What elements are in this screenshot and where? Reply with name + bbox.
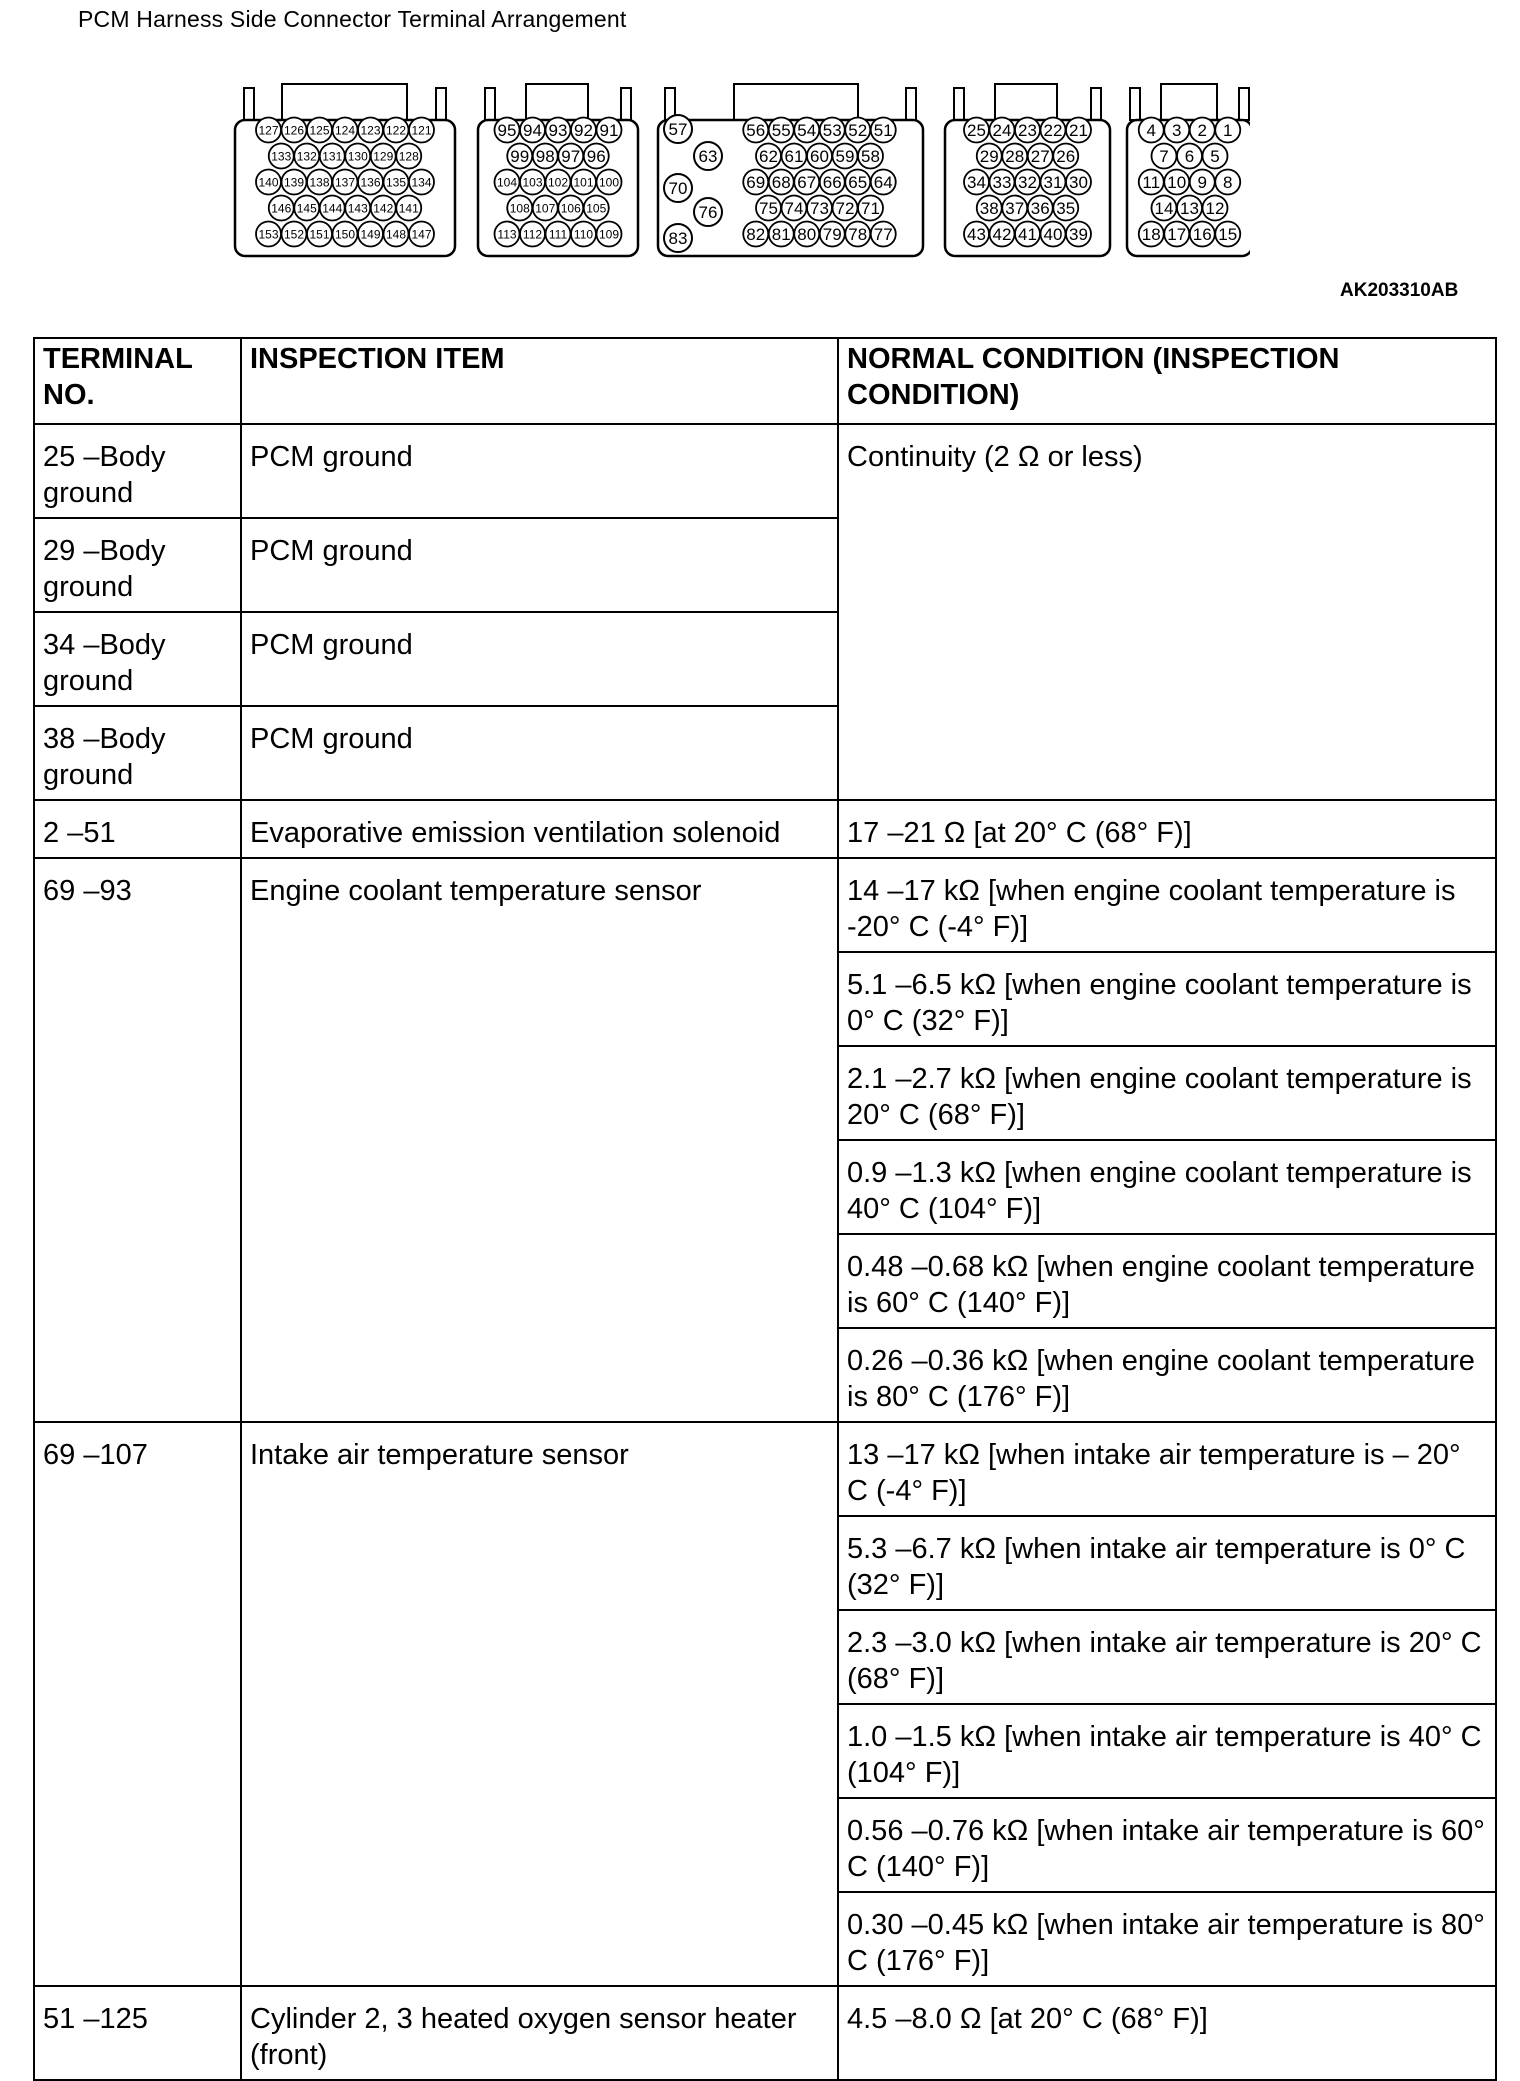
pin-label: 14 xyxy=(1154,199,1174,219)
pin-label: 127 xyxy=(258,123,279,138)
pin-label: 141 xyxy=(398,201,419,216)
pin-label: 73 xyxy=(810,199,829,219)
pin-label: 110 xyxy=(573,227,594,242)
pin-label: 58 xyxy=(861,147,880,167)
pin-label: 91 xyxy=(599,121,619,141)
pin-label: 140 xyxy=(258,175,279,190)
pin-label: 104 xyxy=(496,175,518,190)
pin-label: 76 xyxy=(698,203,718,222)
table-row xyxy=(34,1422,1496,1516)
pin-label: 92 xyxy=(574,121,593,141)
pin-label: 143 xyxy=(347,201,368,216)
pin-label: 71 xyxy=(861,199,880,219)
condition-cell: 0.26 –0.36 kΩ [when engine coolant temperature is 80° C (176° F)] xyxy=(838,1328,1496,1422)
pin-label: 70 xyxy=(668,179,688,198)
pin-label: 42 xyxy=(992,225,1012,245)
pin-label: 10 xyxy=(1167,173,1187,193)
pin-label: 74 xyxy=(784,199,804,219)
pin-label: 135 xyxy=(385,175,407,190)
pin-label: 72 xyxy=(835,199,855,219)
header-normal-condition: NORMAL CONDITION (INSPECTION CONDITION) xyxy=(838,338,1496,424)
pin-label: 63 xyxy=(698,147,718,166)
pin-label: 57 xyxy=(668,120,688,139)
pin-label: 24 xyxy=(992,121,1012,141)
pin-label: 75 xyxy=(759,199,778,219)
condition-cell: 13 –17 kΩ [when intake air temperature is – 20° C (-4° F)] xyxy=(838,1422,1496,1516)
pin-label: 40 xyxy=(1043,225,1063,245)
pin-label: 146 xyxy=(271,201,292,216)
pin-label: 97 xyxy=(561,147,581,167)
pin-label: 79 xyxy=(822,225,842,245)
terminal-cell: 25 –Body ground xyxy=(34,424,241,518)
pin-label: 36 xyxy=(1030,199,1050,219)
pin-label: 123 xyxy=(360,123,381,138)
connector-lock-tab xyxy=(1161,84,1217,120)
pin-label: 59 xyxy=(835,147,855,167)
pin-label: 33 xyxy=(992,173,1012,193)
pin-label: 80 xyxy=(797,225,817,245)
pin-label: 51 xyxy=(873,121,893,141)
pin-label: 150 xyxy=(334,227,356,242)
pin-label: 26 xyxy=(1056,147,1076,167)
pin-label: 54 xyxy=(797,121,817,141)
header-terminal: TERMINAL NO. xyxy=(34,338,241,424)
pin-label: 25 xyxy=(967,121,986,141)
pin-label: 34 xyxy=(967,173,986,193)
pin-label: 67 xyxy=(797,173,817,193)
figure-caption: PCM Harness Side Connector Terminal Arrangement xyxy=(78,6,627,32)
pin-label: 28 xyxy=(1005,147,1025,167)
pin-label: 35 xyxy=(1056,199,1076,219)
pin-label: 3 xyxy=(1172,121,1182,141)
pin-label: 100 xyxy=(598,175,620,190)
connector-ear xyxy=(906,88,916,120)
pin-label: 132 xyxy=(296,149,317,164)
pin-label: 7 xyxy=(1159,147,1169,167)
condition-cell: 17 –21 Ω [at 20° C (68° F)] xyxy=(838,800,1496,858)
item-cell: Intake air temperature sensor xyxy=(241,1422,838,1986)
pin-label: 39 xyxy=(1069,225,1088,245)
pin-label: 6 xyxy=(1184,147,1195,167)
connector-ear xyxy=(1091,88,1101,120)
pin-label: 108 xyxy=(509,201,530,216)
connector-ear xyxy=(954,88,964,120)
condition-cell: 2.3 –3.0 kΩ [when intake air temperature is 20° C (68° F)] xyxy=(838,1610,1496,1704)
pin-label: 21 xyxy=(1069,121,1088,141)
pin-label: 112 xyxy=(522,227,543,242)
item-cell: PCM ground xyxy=(241,612,838,706)
pin-label: 12 xyxy=(1205,199,1225,219)
pin-label: 136 xyxy=(360,175,381,190)
pin-label: 109 xyxy=(598,227,620,242)
pin-label: 153 xyxy=(258,227,279,242)
pin-label: 41 xyxy=(1018,225,1037,245)
terminal-cell: 69 –93 xyxy=(34,858,241,1422)
pin-label: 43 xyxy=(967,225,986,245)
pin-label: 148 xyxy=(385,227,407,242)
table-row xyxy=(34,800,1496,858)
condition-cell: Continuity (2 Ω or less) xyxy=(838,424,1496,800)
pin-label: 81 xyxy=(771,225,791,245)
connector-5 xyxy=(1127,84,1250,256)
pin-label: 96 xyxy=(586,147,606,167)
pin-label: 53 xyxy=(822,121,842,141)
table-row xyxy=(34,424,1496,518)
pin-label: 69 xyxy=(746,173,766,193)
header-inspection-item: INSPECTION ITEM xyxy=(241,338,838,424)
condition-cell: 14 –17 kΩ [when engine coolant temperature is -20° C (-4° F)] xyxy=(838,858,1496,952)
connector-1 xyxy=(235,84,455,256)
table-row xyxy=(34,1986,1496,2080)
item-cell: Cylinder 2, 3 heated oxygen sensor heater (front) xyxy=(241,1986,838,2080)
connector-ear xyxy=(436,88,446,120)
connector-ear xyxy=(485,88,495,120)
item-cell: Engine coolant temperature sensor xyxy=(241,858,838,1422)
pin-label: 5 xyxy=(1210,147,1220,167)
pin-label: 129 xyxy=(373,149,394,164)
condition-cell: 0.56 –0.76 kΩ [when intake air temperature is 60° C (140° F)] xyxy=(838,1798,1496,1892)
pin-label: 62 xyxy=(759,147,778,167)
pin-label: 111 xyxy=(548,227,568,242)
connector-lock-tab xyxy=(526,84,588,120)
pin-label: 138 xyxy=(309,175,330,190)
pin-label: 130 xyxy=(347,149,368,164)
item-cell: Evaporative emission ventilation solenoid xyxy=(241,800,838,858)
connector-ear xyxy=(1239,88,1249,120)
pin-label: 61 xyxy=(784,147,804,167)
pin-label: 18 xyxy=(1141,225,1161,245)
connector-ear xyxy=(1130,88,1140,120)
connector-lock-tab xyxy=(282,84,407,120)
pin-label: 78 xyxy=(848,225,868,245)
pin-label: 101 xyxy=(573,175,594,190)
pin-label: 2 xyxy=(1197,121,1207,141)
connector-2 xyxy=(478,84,638,256)
pin-label: 37 xyxy=(1005,199,1025,219)
pin-label: 9 xyxy=(1197,173,1207,193)
pin-label: 65 xyxy=(848,173,868,193)
pin-label: 95 xyxy=(497,121,517,141)
pin-label: 125 xyxy=(309,123,330,138)
pin-label: 11 xyxy=(1142,173,1161,193)
condition-cell: 0.30 –0.45 kΩ [when intake air temperature is 80° C (176° F)] xyxy=(838,1892,1496,1986)
pin-label: 16 xyxy=(1192,225,1212,245)
figure-code: AK203310AB xyxy=(1340,280,1459,301)
connector-lock-tab xyxy=(995,84,1057,120)
pin-label: 147 xyxy=(411,227,432,242)
connector-ear xyxy=(244,88,254,120)
connector-lock-tab xyxy=(734,84,858,120)
pin-label: 64 xyxy=(873,173,893,193)
pin-label: 56 xyxy=(746,121,766,141)
pin-label: 83 xyxy=(668,229,688,248)
pin-label: 98 xyxy=(535,147,555,167)
table-header-row xyxy=(34,338,1496,424)
pin-label: 22 xyxy=(1043,121,1063,141)
pin-label: 55 xyxy=(771,121,791,141)
pin-label: 93 xyxy=(548,121,568,141)
inspection-table xyxy=(33,337,1497,2081)
condition-cell: 0.48 –0.68 kΩ [when engine coolant temperature is 60° C (140° F)] xyxy=(838,1234,1496,1328)
pin-label: 27 xyxy=(1030,147,1050,167)
pin-label: 32 xyxy=(1018,173,1037,193)
pin-label: 142 xyxy=(373,201,394,216)
pin-label: 121 xyxy=(411,123,432,138)
condition-cell: 1.0 –1.5 kΩ [when intake air temperature is 40° C (104° F)] xyxy=(838,1704,1496,1798)
condition-cell: 5.1 –6.5 kΩ [when engine coolant temperature is 0° C (32° F)] xyxy=(838,952,1496,1046)
pin-label: 77 xyxy=(873,225,893,245)
pin-label: 124 xyxy=(334,123,356,138)
connector-diagram xyxy=(230,78,1250,263)
pin-label: 38 xyxy=(979,199,999,219)
terminal-cell: 69 –107 xyxy=(34,1422,241,1986)
connector-3 xyxy=(658,84,923,256)
pin-label: 17 xyxy=(1167,225,1187,245)
pin-label: 113 xyxy=(497,227,517,242)
terminal-cell: 34 –Body ground xyxy=(34,612,241,706)
terminal-cell: 29 –Body ground xyxy=(34,518,241,612)
pin-label: 15 xyxy=(1218,225,1238,245)
pin-label: 52 xyxy=(848,121,868,141)
pin-label: 145 xyxy=(296,201,317,216)
pin-label: 102 xyxy=(547,175,569,190)
condition-cell: 4.5 –8.0 Ω [at 20° C (68° F)] xyxy=(838,1986,1496,2080)
pin-label: 128 xyxy=(398,149,419,164)
pin-label: 30 xyxy=(1069,173,1088,193)
condition-cell: 2.1 –2.7 kΩ [when engine coolant temperature is 20° C (68° F)] xyxy=(838,1046,1496,1140)
table-row xyxy=(34,858,1496,952)
item-cell: PCM ground xyxy=(241,424,838,518)
pin-label: 126 xyxy=(283,123,305,138)
pin-label: 137 xyxy=(334,175,356,190)
pin-label: 99 xyxy=(510,147,530,167)
terminal-cell: 2 –51 xyxy=(34,800,241,858)
pin-label: 144 xyxy=(322,201,343,216)
pin-label: 13 xyxy=(1180,199,1199,219)
terminal-cell: 51 –125 xyxy=(34,1986,241,2080)
item-cell: PCM ground xyxy=(241,518,838,612)
terminal-cell: 38 –Body ground xyxy=(34,706,241,800)
pin-label: 82 xyxy=(746,225,766,245)
pin-label: 1 xyxy=(1223,121,1233,141)
pin-label: 139 xyxy=(283,175,305,190)
pin-label: 94 xyxy=(523,121,542,141)
pin-label: 149 xyxy=(360,227,381,242)
pin-label: 4 xyxy=(1146,121,1156,141)
pin-label: 106 xyxy=(560,201,581,216)
pin-label: 29 xyxy=(979,147,999,167)
pin-label: 60 xyxy=(810,147,829,167)
pin-label: 103 xyxy=(522,175,543,190)
condition-cell: 5.3 –6.7 kΩ [when intake air temperature is 0° C (32° F)] xyxy=(838,1516,1496,1610)
pin-label: 133 xyxy=(271,149,292,164)
pin-label: 107 xyxy=(535,201,556,216)
pin-label: 66 xyxy=(822,173,842,193)
pin-label: 105 xyxy=(586,201,607,216)
pin-label: 134 xyxy=(411,175,432,190)
pin-label: 68 xyxy=(771,173,791,193)
pin-label: 131 xyxy=(322,149,343,164)
pin-label: 8 xyxy=(1223,173,1233,193)
connector-ear xyxy=(621,88,631,120)
pin-label: 23 xyxy=(1018,121,1037,141)
pin-label: 122 xyxy=(385,123,407,138)
connector-4 xyxy=(945,84,1110,256)
pin-label: 31 xyxy=(1043,173,1063,193)
condition-cell: 0.9 –1.3 kΩ [when engine coolant temperature is 40° C (104° F)] xyxy=(838,1140,1496,1234)
pin-label: 152 xyxy=(283,227,305,242)
pin-label: 151 xyxy=(309,227,330,242)
item-cell: PCM ground xyxy=(241,706,838,800)
